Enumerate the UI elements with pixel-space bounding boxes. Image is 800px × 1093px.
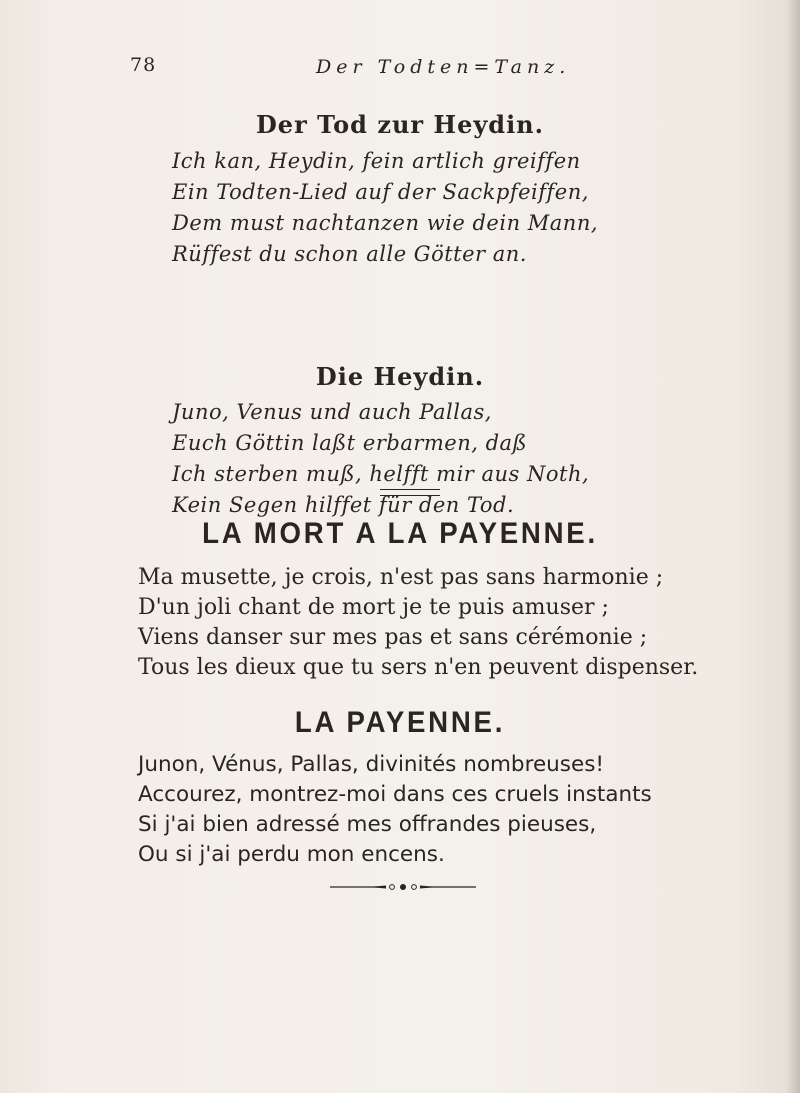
verse-line: Accourez, montrez-moi dans ces cruels instants [138, 782, 652, 807]
double-rule-divider [380, 489, 440, 496]
german-heading-heathen: Die Heydin. [315, 362, 485, 391]
verse-line: Ich kan, Heydin, fein artlich greiffen [172, 149, 581, 173]
verse-line: Ich sterben muß, helfft mir aus Noth, [172, 462, 590, 486]
german-verse-death [172, 146, 732, 270]
french-heading-heathen: LA PAYENNE. [294, 706, 506, 739]
verse-line: Si j'ai bien adressé mes offrandes pieuses, [138, 812, 597, 837]
german-verse-heathen [172, 397, 732, 521]
verse-line: Rüffest du schon alle Götter an. [172, 242, 527, 266]
verse-line: Euch Göttin laßt erbarmen, daß [172, 431, 528, 455]
running-head [0, 54, 800, 84]
verse-line: Viens danser sur mes pas et sans cérémonie ; [138, 625, 648, 650]
running-title: Der Todten=Tanz. [316, 56, 571, 78]
page-number: 78 [130, 54, 157, 76]
verse-line: Dem must nachtanzen wie dein Mann, [172, 211, 599, 235]
verse-line: Ou si j'ai perdu mon encens. [138, 842, 445, 867]
verse-line: Tous les dieux que tu sers n'en peuvent dispenser. [138, 655, 699, 680]
verse-line: Ein Todten-Lied auf der Sackpfeiffen, [172, 180, 589, 204]
page-edge-shadow [786, 0, 800, 1093]
french-verse-death [138, 563, 778, 683]
verse-line: D'un joli chant de mort je te puis amuser ; [138, 595, 609, 620]
french-heading-death: LA MORT A LA PAYENNE. [202, 517, 598, 550]
tailpiece-ornament-icon [328, 882, 478, 892]
french-verse-heathen [138, 750, 778, 870]
verse-line: Juno, Venus und auch Pallas, [172, 400, 492, 424]
verse-line: Kein Segen hilffet für den Tod. [172, 493, 515, 517]
verse-line: Ma musette, je crois, n'est pas sans harmonie ; [138, 565, 664, 590]
verse-line: Junon, Vénus, Pallas, divinités nombreuses! [138, 752, 605, 777]
german-heading-death: Der Tod zur Heydin. [255, 110, 544, 139]
